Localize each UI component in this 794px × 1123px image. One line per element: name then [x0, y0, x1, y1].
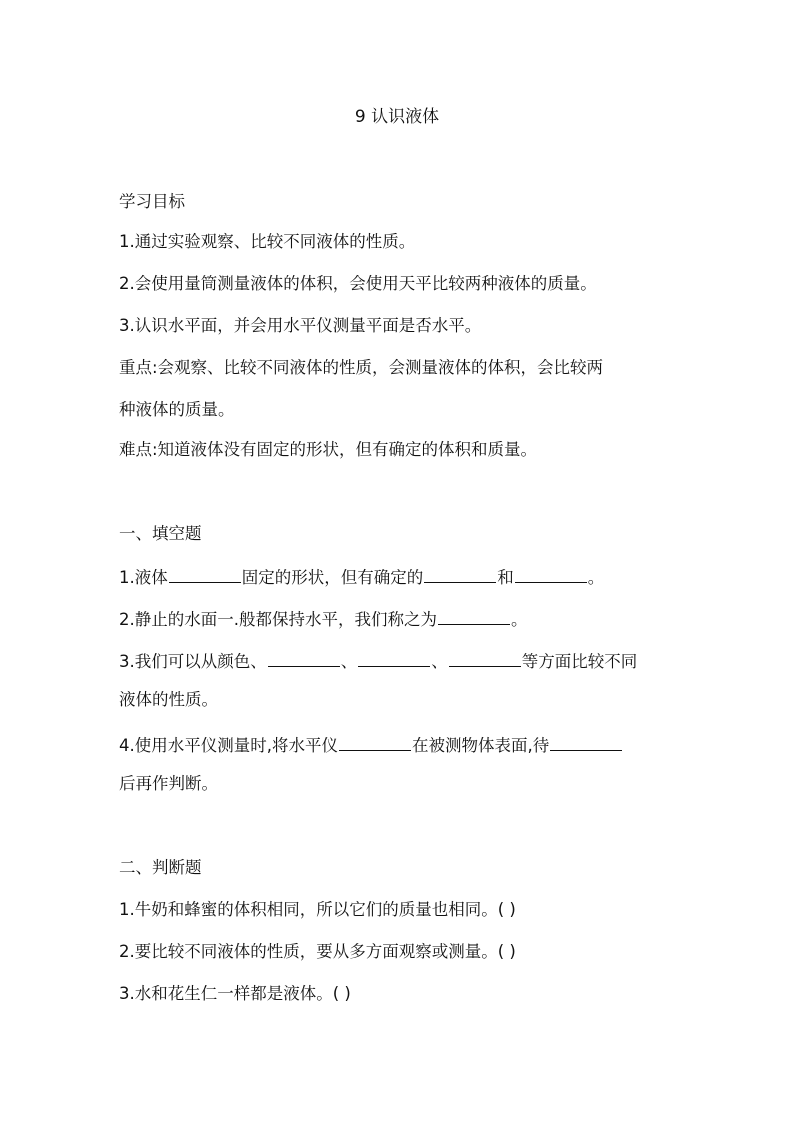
true-false-heading: 二、判断题 [119, 858, 202, 877]
objective-item-2: 2.会使用量筒测量液体的体积，会使用天平比较两种液体的质量。 [119, 274, 597, 293]
judge-question-1 [119, 898, 689, 922]
key-points-line-2: 种液体的质量。 [119, 400, 235, 419]
fill-question-3-line-2: 液体的性质。 [119, 690, 218, 709]
judge-q2-text: 2.要比较不同液体的性质，要从多方面观察或测量。 [119, 942, 498, 961]
fill-question-3 [119, 648, 689, 674]
judge-q3-text: 3.水和花生仁一样都是液体。 [119, 984, 333, 1003]
objective-item-1: 1.通过实验观察、比较不同液体的性质。 [119, 232, 416, 251]
fill-q4-text-b: 在被测物体表面,待 [412, 736, 550, 755]
objective-item-3: 3.认识水平面，并会用水平仪测量平面是否水平。 [119, 316, 482, 335]
fill-blank-heading: 一、填空题 [119, 524, 202, 543]
fill-q1-text-c: 和 [497, 568, 514, 587]
fill-q2-text-a: 2.静止的水面一.般都保持水平，我们称之为 [119, 610, 437, 629]
fill-question-4 [119, 732, 689, 758]
key-points-line-1: 重点:会观察、比较不同液体的性质，会测量液体的体积，会比较两 [119, 358, 604, 377]
fill-question-4-line-2: 后再作判断。 [119, 774, 218, 793]
answer-blank[interactable] [550, 732, 622, 751]
difficulty-line: 难点:知道液体没有固定的形状，但有确定的体积和质量。 [119, 440, 538, 459]
fill-q1-text-a: 1.液体 [119, 568, 168, 587]
fill-q1-text-b: 固定的形状，但有确定的 [241, 568, 424, 587]
objectives-heading: 学习目标 [119, 192, 185, 211]
answer-parentheses[interactable]: ( ) [332, 984, 351, 1003]
answer-blank[interactable] [169, 564, 241, 583]
fill-q3-text-c: 、 [431, 652, 448, 671]
answer-blank[interactable] [449, 648, 521, 667]
answer-blank[interactable] [358, 648, 430, 667]
judge-question-2 [119, 940, 689, 964]
fill-q4-text-a: 4.使用水平仪测量时,将水平仪 [119, 736, 338, 755]
answer-blank[interactable] [268, 648, 340, 667]
answer-parentheses[interactable]: ( ) [497, 900, 516, 919]
fill-question-1 [119, 564, 689, 590]
fill-q3-text-b: 、 [340, 652, 358, 671]
page-title: 9 认识液体 [354, 107, 440, 127]
judge-q1-text: 1.牛奶和蜂蜜的体积相同，所以它们的质量也相同。 [119, 900, 498, 919]
fill-q3-text-d: 等方面比较不同 [521, 652, 638, 671]
answer-parentheses[interactable]: ( ) [497, 942, 516, 961]
fill-question-2 [119, 606, 689, 632]
fill-q2-text-b: 。 [511, 610, 528, 629]
fill-q1-text-d: 。 [587, 568, 605, 587]
answer-blank[interactable] [515, 564, 587, 583]
answer-blank[interactable] [438, 606, 510, 625]
judge-question-3 [119, 982, 689, 1006]
answer-blank[interactable] [339, 732, 411, 751]
answer-blank[interactable] [424, 564, 496, 583]
fill-q3-text-a: 3.我们可以从颜色、 [119, 652, 267, 671]
